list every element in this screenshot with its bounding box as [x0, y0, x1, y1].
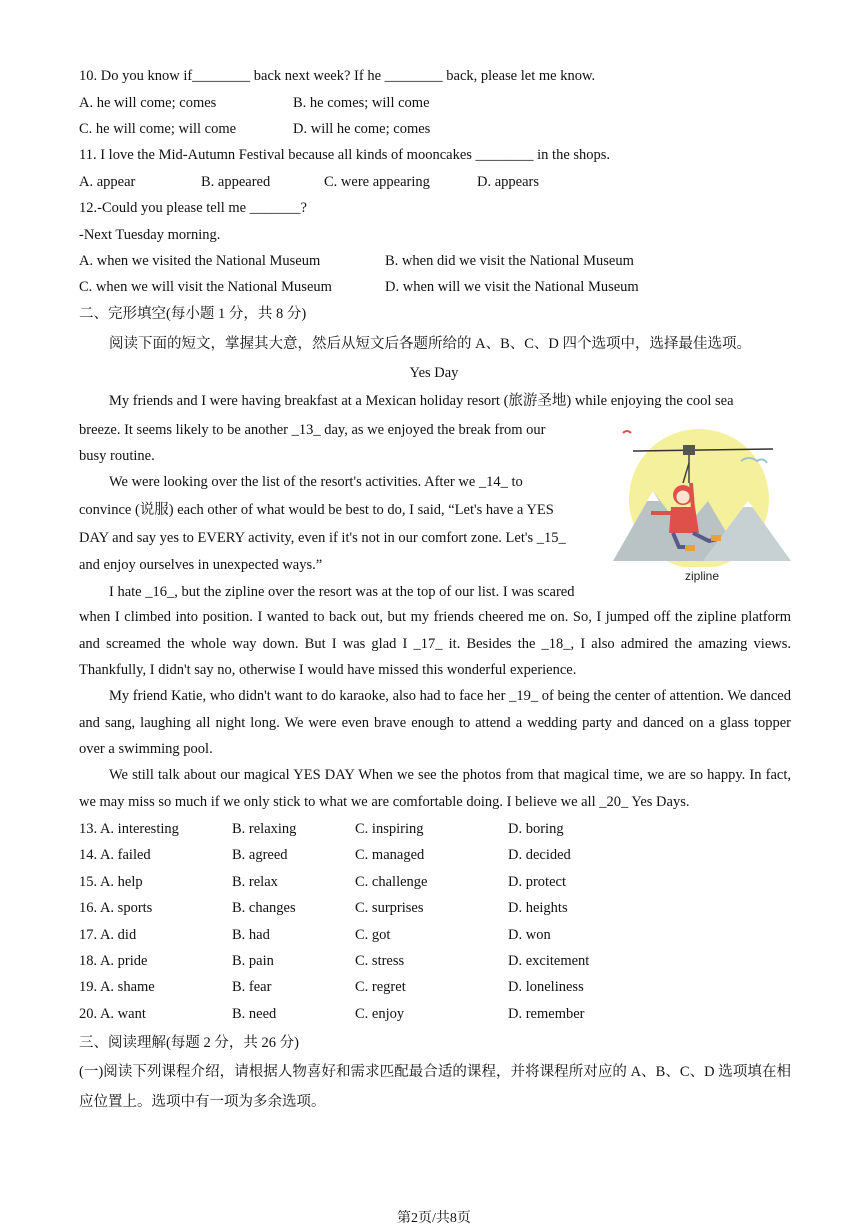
q12-option-d: D. when will we visit the National Museum [385, 279, 639, 295]
cloze-option-14-a: 14. A. failed [79, 847, 151, 864]
question-10-stem: 10. Do you know if________ back next week? If he ________ back, please let me know. [79, 68, 596, 84]
cloze-option-15-a: 15. A. help [79, 873, 143, 890]
section-3-instruction: (一)阅读下列课程介绍，请根据人物喜好和需求匹配最合适的课程，并将课程所对应的 A、B、C、D 选项填在相应位置上。选项中有一项为多余选项。 [79, 1064, 791, 1110]
passage-title: Yes Day [409, 365, 459, 381]
passage-p3-line1: I hate _16_, but the zipline over the resort was at the top of our list. I was scared [109, 584, 575, 600]
cloze-option-17-d: D. won [508, 926, 551, 943]
cloze-option-20-a: 20. A. want [79, 1005, 146, 1022]
q12-option-b: B. when did we visit the National Museum [385, 253, 634, 269]
section-2-heading: 二、完形填空(每小题 1 分，共 8 分) [79, 306, 307, 322]
q11-option-b: B. appeared [201, 174, 271, 190]
cloze-option-19-a: 19. A. shame [79, 979, 155, 996]
cloze-option-18-b: B. pain [232, 953, 274, 969]
cloze-option-16-c: C. surprises [355, 900, 424, 917]
question-12-answer-line: -Next Tuesday morning. [79, 227, 221, 243]
cloze-option-16-a: 16. A. sports [79, 900, 153, 917]
passage-p2-line1: We were looking over the list of the resort's activities. After we _14_ to [109, 474, 523, 490]
passage-p2-line2: convince (说服) each other of what would be best to do, I said, “Let's have a YES [79, 502, 554, 518]
passage-p1-line2: breeze. It seems likely to be another _13_ day, as we enjoyed the break from our [79, 422, 546, 438]
q10-option-b: B. he comes; will come [293, 95, 430, 111]
cloze-option-20-d: D. remember [508, 1005, 585, 1022]
q12-option-c: C. when we will visit the National Museum [79, 279, 332, 295]
cloze-option-13-b: B. relaxing [232, 821, 297, 837]
passage-p3-rest: when I climbed into position. I wanted to back out, but my friends cheered me on. So, I jumped off the zipline platform and screamed the whole way down. But I was glad I _17_ it. Besides the _18_, I also admired the amazing views. Thankfully, I didn't say no, otherwise I would have missed this wonderful experience. [79, 609, 791, 678]
cloze-option-20-b: B. need [232, 1005, 277, 1022]
cloze-option-16-b: B. changes [232, 900, 296, 917]
cloze-option-13-d: D. boring [508, 821, 564, 837]
cloze-option-14-c: C. managed [355, 847, 425, 864]
passage-p5: We still talk about our magical YES DAY When we see the photos from that magical time, we are so happy. In fact, we may miss so much if we only stick to what we are comfortable doing. I believe we all _20_ Yes Days. [79, 767, 791, 810]
cloze-option-17-a: 17. A. did [79, 926, 137, 943]
cloze-option-13-c: C. inspiring [355, 821, 424, 837]
cloze-option-15-c: C. challenge [355, 873, 428, 890]
cloze-option-20-c: C. enjoy [355, 1005, 405, 1022]
cloze-option-19-c: C. regret [355, 979, 406, 996]
cloze-option-15-b: B. relax [232, 873, 278, 890]
question-12-stem: 12.-Could you please tell me _______? [79, 200, 307, 216]
zipline-illustration [613, 421, 791, 589]
page-footer: 第2页/共8页 [397, 1211, 471, 1226]
q11-option-c: C. were appearing [324, 174, 430, 190]
zipline-picture [613, 421, 791, 567]
section-2-instruction: 阅读下面的短文，掌握其大意，然后从短文后各题所给的 A、B、C、D 四个选项中，选择最佳选项。 [109, 336, 752, 352]
cloze-option-17-c: C. got [355, 926, 391, 943]
cloze-option-17-b: B. had [232, 926, 270, 943]
passage-p2-line3: DAY and say yes to EVERY activity, even if it's not in our comfort zone. Let's _15_ [79, 530, 566, 546]
cloze-option-18-c: C. stress [355, 953, 405, 969]
zipline-caption: zipline [684, 569, 720, 583]
cloze-option-19-b: B. fear [232, 979, 272, 996]
cloze-option-18-d: D. excitement [508, 953, 590, 969]
question-11-stem: 11. I love the Mid-Autumn Festival because all kinds of mooncakes ________ in the shops. [79, 147, 611, 163]
cloze-option-15-d: D. protect [508, 873, 566, 890]
passage-p4: My friend Katie, who didn't want to do karaoke, also had to face her _19_ of being the center of attention. We danced and sang, laughing all night long. We were even brave enough to attend a wedding party and danced on a glass topper over a swimming pool. [79, 688, 791, 757]
cloze-option-18-a: 18. A. pride [79, 953, 148, 969]
q12-option-a: A. when we visited the National Museum [79, 253, 321, 269]
cloze-option-14-b: B. agreed [232, 847, 288, 864]
section-3-heading: 三、阅读理解(每题 2 分，共 26 分) [79, 1035, 299, 1051]
cloze-option-13-a: 13. A. interesting [79, 821, 179, 837]
q10-option-a: A. he will come; comes [79, 95, 217, 111]
cloze-option-19-d: D. loneliness [508, 979, 584, 996]
cloze-option-14-d: D. decided [508, 847, 571, 864]
q11-option-a: A. appear [79, 174, 136, 190]
cloze-option-16-d: D. heights [508, 900, 568, 917]
q11-option-d: D. appears [477, 174, 540, 190]
passage-p1-line3: busy routine. [79, 448, 155, 464]
q10-option-d: D. will he come; comes [293, 121, 431, 137]
passage-p2-line4: and enjoy ourselves in unexpected ways.” [79, 557, 323, 573]
q10-option-c: C. he will come; will come [79, 121, 237, 137]
passage-p1-line1: My friends and I were having breakfast at a Mexican holiday resort (旅游圣地) while enjoying the cool sea [109, 393, 734, 409]
